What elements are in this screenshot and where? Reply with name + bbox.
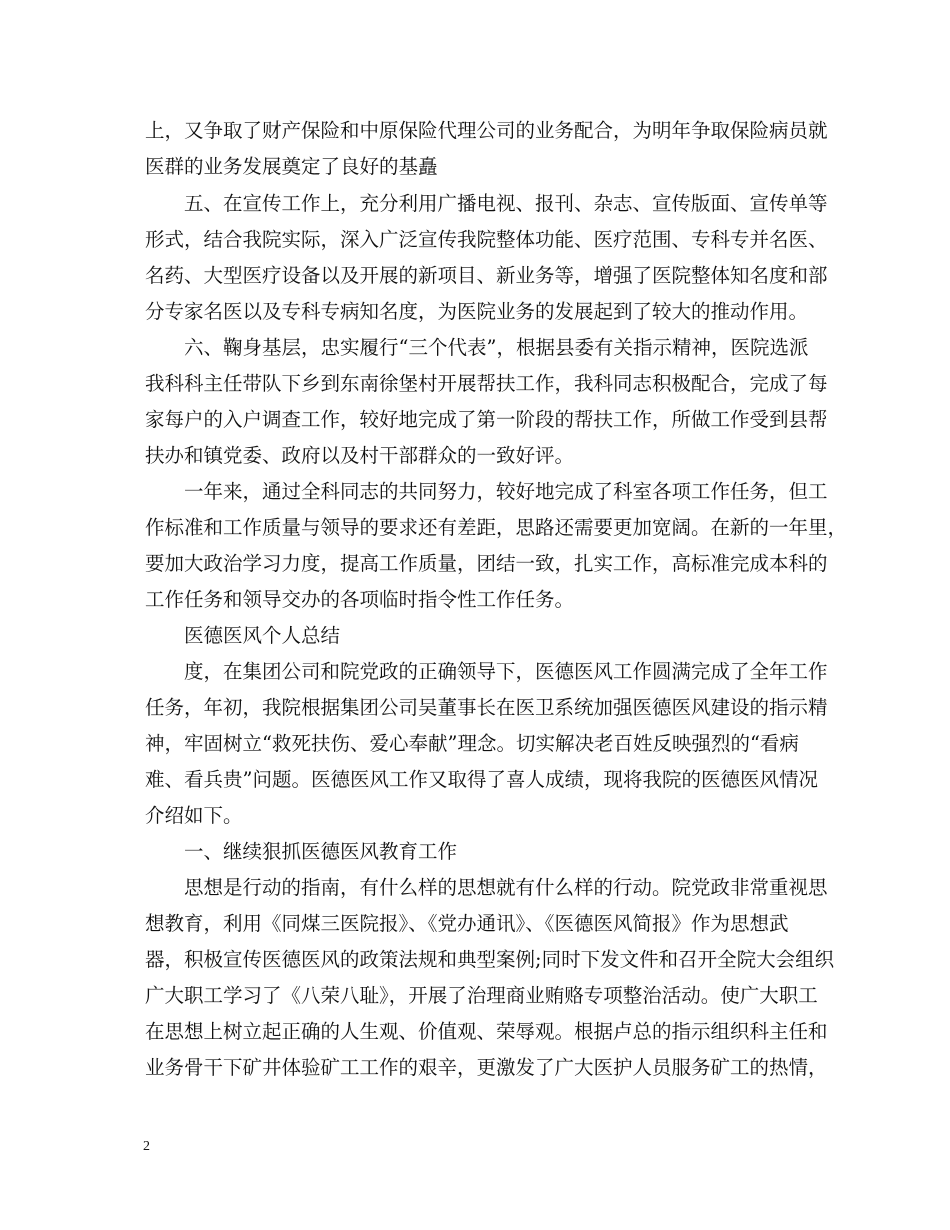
page-number: 2 xyxy=(143,1139,150,1154)
text-line: 家每户的入户调查工作，较好地完成了第一阶段的帮扶工作，所做工作受到县帮 xyxy=(145,408,828,431)
text-line: 工作任务和领导交办的各项临时指令性工作任务。 xyxy=(145,588,575,611)
text-line: 形式，结合我院实际，深入广泛宣传我院整体功能、医疗范围、专科专并名医、 xyxy=(145,228,828,251)
text-line: 业务骨干下矿井体验矿工工作的艰辛，更激发了广大医护人员服务矿工的热情， xyxy=(145,1056,828,1079)
text-line: 思想是行动的指南，有什么样的思想就有什么样的行动。院党政非常重视思 xyxy=(184,876,828,899)
text-line: 介绍如下。 xyxy=(145,804,243,827)
text-line: 扶办和镇党委、政府以及村干部群众的一致好评。 xyxy=(145,444,575,467)
text-line: 名药、大型医疗设备以及开展的新项目、新业务等，增强了医院整体知名度和部 xyxy=(145,264,828,287)
text-line: 一年来，通过全科同志的共同努力，较好地完成了科室各项工作任务，但工 xyxy=(184,480,828,503)
text-line: 上，又争取了财产保险和中原保险代理公司的业务配合，为明年争取保险病员就 xyxy=(145,119,828,142)
text-line: 我科科主任带队下乡到东南徐堡村开展帮扶工作，我科同志积极配合，完成了每 xyxy=(145,372,828,395)
text-line: 六、鞠身基层，忠实履行“三个代表”，根据县委有关指示精神，医院选派 xyxy=(184,336,809,359)
text-line: 作标准和工作质量与领导的要求还有差距，思路还需要更加宽阔。在新的一年里， xyxy=(145,516,848,539)
text-line: 任务，年初，我院根据集团公司吴董事长在医卫系统加强医德医风建设的指示精 xyxy=(145,696,828,719)
section-heading: 一、继续狠抓医德医风教育工作 xyxy=(184,840,458,863)
section-heading: 医德医风个人总结 xyxy=(184,624,341,647)
text-line: 神，牢固树立“救死扶伤、爱心奉献”理念。切实解决老百姓反映强烈的“看病 xyxy=(145,732,799,755)
text-line: 在思想上树立起正确的人生观、价值观、荣辱观。根据卢总的指示组织科主任和 xyxy=(145,1020,828,1043)
text-line: 分专家名医以及专科专病知名度，为医院业务的发展起到了较大的推动作用。 xyxy=(145,300,809,323)
text-line: 器，积极宣传医德医风的政策法规和典型案例;同时下发文件和召开全院大会组织 xyxy=(145,948,835,971)
text-line: 五、在宣传工作上，充分利用广播电视、报刊、杂志、宣传版面、宣传单等 xyxy=(184,192,828,215)
text-line: 度，在集团公司和院党政的正确领导下，医德医风工作圆满完成了全年工作 xyxy=(184,660,828,683)
text-line: 难、看兵贵”问题。医德医风工作又取得了喜人成绩，现将我院的医德医风情况 xyxy=(145,768,818,791)
text-line: 广大职工学习了《八荣八耻》，开展了治理商业贿赂专项整治活动。使广大职工 xyxy=(145,984,818,1007)
text-line: 医群的业务发展奠定了良好的基矗 xyxy=(145,155,438,178)
text-line: 要加大政治学习力度，提高工作质量，团结一致，扎实工作，高标准完成本科的 xyxy=(145,552,828,575)
text-line: 想教育，利用《同煤三医院报》、《党办通讯》、《医德医风简报》作为思想武 xyxy=(145,912,789,935)
